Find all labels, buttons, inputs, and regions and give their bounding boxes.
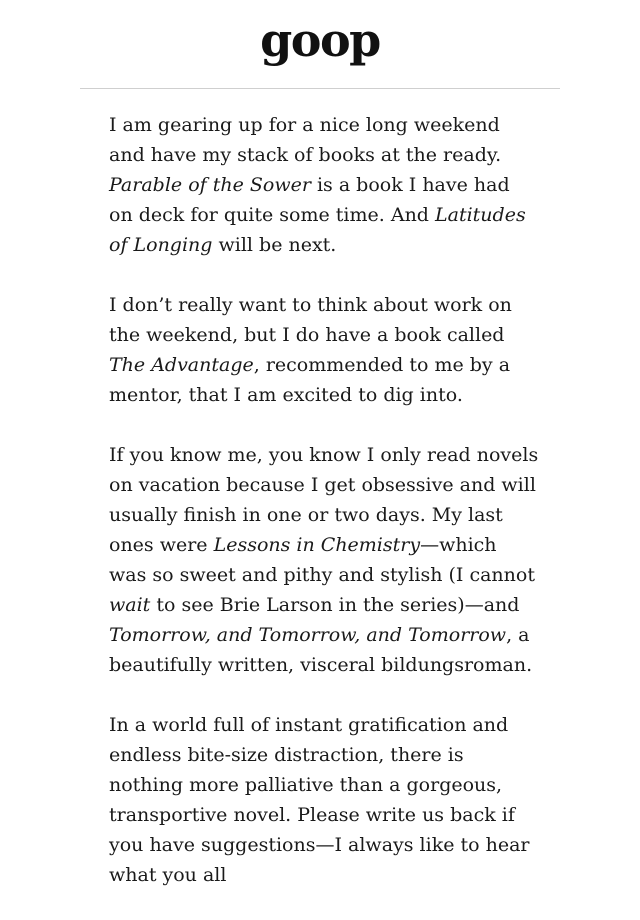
book-title-tomorrow-and-tomorrow: Tomorrow, and Tomorrow, and Tomorrow	[109, 624, 507, 646]
paragraph-2-text-2: , recommended to me by a mentor, that I am excited to dig into.	[109, 354, 511, 406]
paragraph-3	[109, 440, 539, 680]
header-divider	[80, 88, 560, 89]
article-body	[109, 110, 539, 920]
paragraph-4	[109, 710, 539, 890]
email-header	[0, 0, 640, 88]
book-title-parable-of-the-sower: Parable of the Sower	[109, 174, 311, 196]
paragraph-3-text-3: to see Brie Larson in the series)—and	[150, 594, 520, 616]
book-title-latitudes-of-longing: Latitudes of Longing	[109, 204, 526, 256]
book-title-lessons-in-chemistry: Lessons in Chemistry	[213, 534, 421, 556]
paragraph-1	[109, 110, 539, 260]
paragraph-3-text-2: —which was so sweet and pithy and stylish (I cannot	[109, 534, 535, 586]
paragraph-4-text-1: In a world full of instant gratification and endless bite-size distraction, there is nothing more palliative than a gorgeous, transportive novel. Please write us back if you have suggestions—I always like to hear what you all	[109, 714, 530, 886]
paragraph-2	[109, 290, 539, 410]
paragraph-1-text-3: will be next.	[212, 234, 337, 256]
book-title-the-advantage: The Advantage	[109, 354, 254, 376]
emphasis-wait: wait	[109, 594, 151, 616]
paragraph-3-text-4: , a beautifully written, visceral bildungsroman.	[109, 624, 533, 676]
paragraph-2-text-1: I don’t really want to think about work on the weekend, but I do have a book called	[109, 294, 512, 346]
paragraph-1-text-2: is a book I have had on deck for quite some time. And	[109, 174, 510, 226]
goop-logo[interactable]: goop	[260, 13, 380, 67]
paragraph-3-text-1: If you know me, you know I only read novels on vacation because I get obsessive and will usually finish in one or two days. My last ones were	[109, 444, 539, 556]
paragraph-1-text-1: I am gearing up for a nice long weekend and have my stack of books at the ready.	[109, 114, 502, 166]
